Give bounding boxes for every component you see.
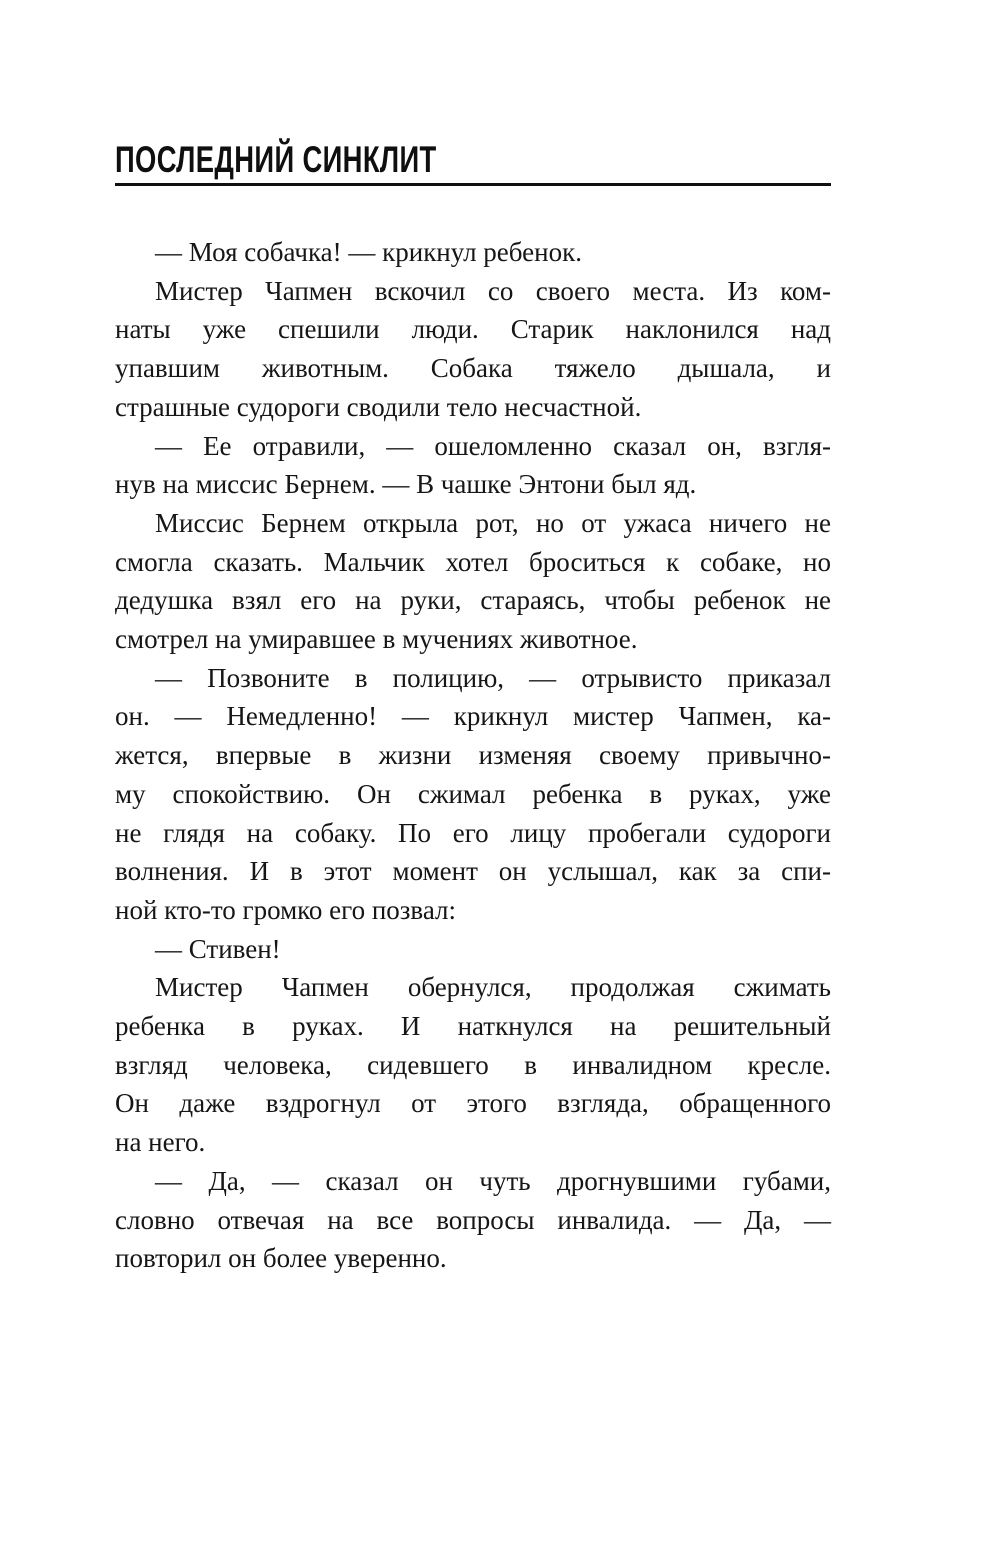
text-line: Мистер Чапмен обернулся, продолжая сжимать bbox=[155, 972, 831, 1003]
text-line: — Стивен! bbox=[155, 933, 281, 964]
text-line: ребенка в руках. И наткнулся на решительный bbox=[115, 1011, 831, 1042]
text-line: упавшим животным. Собака тяжело дышала, и bbox=[115, 353, 831, 384]
text-line: не глядя на собаку. По его лицу пробегали судороги bbox=[115, 817, 831, 848]
text-line: он. — Немедленно! — крикнул мистер Чапмен, ка- bbox=[115, 701, 831, 732]
text-line: ной кто-то громко его позвал: bbox=[115, 894, 457, 925]
text-line: волнения. И в этот момент он услышал, как за спи- bbox=[115, 856, 831, 887]
text-line: — Да, — сказал он чуть дрогнувшими губами, bbox=[155, 1165, 831, 1196]
text-block bbox=[115, 233, 831, 1278]
text-line: взгляд человека, сидевшего в инвалидном кресле. bbox=[115, 1049, 831, 1080]
paragraph bbox=[115, 930, 831, 969]
text-line: му спокойствию. Он сжимал ребенка в руках, уже bbox=[115, 778, 831, 809]
text-line: дедушка взял его на руки, стараясь, чтобы ребенок не bbox=[115, 585, 831, 616]
paragraph bbox=[115, 659, 831, 930]
paragraph bbox=[115, 427, 831, 504]
paragraph bbox=[115, 504, 831, 659]
paragraph bbox=[115, 1162, 831, 1278]
paragraph bbox=[115, 272, 831, 427]
text-line: Миссис Бернем открыла рот, но от ужаса ничего не bbox=[155, 507, 831, 538]
text-line: на него. bbox=[115, 1127, 206, 1158]
paragraph bbox=[115, 233, 831, 272]
text-line: — Позвоните в полицию, — отрывисто приказал bbox=[155, 662, 831, 693]
text-line: нув на миссис Бернем. — В чашке Энтони был яд. bbox=[115, 469, 697, 500]
text-line: наты уже спешили люди. Старик наклонился над bbox=[115, 314, 831, 345]
text-line: — Ее отравили, — ошеломленно сказал он, взгля- bbox=[155, 430, 831, 461]
text-line: Мистер Чапмен вскочил со своего места. Из ком- bbox=[155, 275, 831, 306]
text-line: — Моя собачка! — крикнул ребенок. bbox=[155, 237, 582, 267]
text-line: смогла сказать. Мальчик хотел броситься к собаке, но bbox=[115, 546, 831, 577]
chapter-title: ПОСЛЕДНИЙ СИНКЛИТ bbox=[115, 139, 437, 180]
paragraph bbox=[115, 968, 831, 1162]
text-line: словно отвечая на все вопросы инвалида. — Да, — bbox=[115, 1204, 831, 1235]
text-line: Он даже вздрогнул от этого взгляда, обращенного bbox=[115, 1088, 831, 1119]
text-line: смотрел на умиравшее в мучениях животное. bbox=[115, 624, 638, 655]
header-rule bbox=[115, 183, 831, 186]
text-line: жется, впервые в жизни изменяя своему привычно- bbox=[115, 740, 831, 771]
text-line: повторил он более уверенно. bbox=[115, 1243, 447, 1274]
text-line: страшные судороги сводили тело несчастной. bbox=[115, 391, 642, 422]
